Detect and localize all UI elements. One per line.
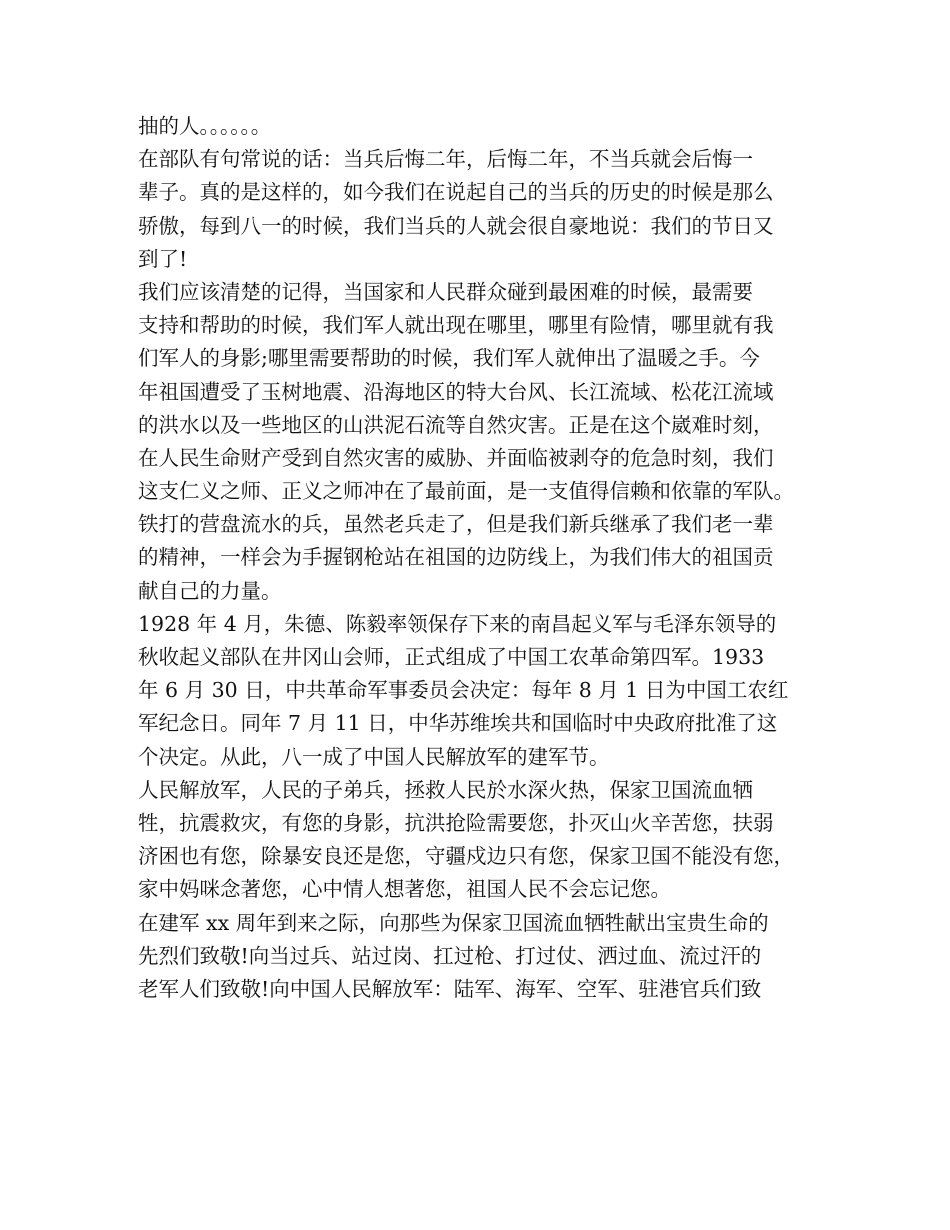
text-line: 抽的人。。。。。。 [138,114,272,138]
text-line: 的精神，一样会为手握钢枪站在祖国的边防线上，为我们伟大的祖国贡 [138,545,774,570]
text-line: 年 6 月 30 日，中共革命军事委员会决定：每年 8 月 1 日为中国工农红 [138,678,789,703]
text-line: 铁打的营盘流水的兵，虽然老兵走了，但是我们新兵继承了我们老一辈 [138,512,774,537]
text-line: 家中妈咪念著您，心中情人想著您，祖国人民不会忘记您。 [138,877,671,902]
text-line: 们军人的身影;哪里需要帮助的时候，我们军人就伸出了温暖之手。今 [138,346,760,371]
text-line: 在部队有句常说的话：当兵后悔二年，后悔二年，不当兵就会后悔一 [138,147,753,172]
text-line: 支持和帮助的时候，我们军人就出现在哪里，哪里有险情，哪里就有我 [138,313,774,338]
text-line: 骄傲，每到八一的时候，我们当兵的人就会很自豪地说：我们的节日又 [138,213,774,238]
text-line: 这支仁义之师、正义之师冲在了最前面，是一支值得信赖和依靠的军队。 [138,479,794,504]
text-line: 在建军 xx 周年到来之际，向那些为保家卫国流血牺牲献出宝贵生命的 [138,910,769,935]
text-line: 济困也有您，除暴安良还是您，守疆戍边只有您，保家卫国不能没有您， [138,844,794,869]
text-line: 先烈们致敬!向当过兵、站过岗、扛过枪、打过仗、洒过血、流过汗的 [138,943,762,968]
text-line: 献自己的力量。 [138,578,282,603]
text-line: 我们应该清楚的记得，当国家和人民群众碰到最困难的时候，最需要 [138,279,753,304]
text-line: 辈子。真的是这样的，如今我们在说起自己的当兵的历史的时候是那么 [138,180,774,205]
text-line: 年祖国遭受了玉树地震、沿海地区的特大台风、长江流域、松花江流域 [138,379,774,404]
document-body [138,110,838,1006]
text-line: 秋收起义部队在井冈山会师，正式组成了中国工农革命第四军。1933 [138,645,765,669]
text-line: 的洪水以及一些地区的山洪泥石流等自然灾害。正是在这个崴难时刻， [138,412,774,437]
text-line: 军纪念日。同年 7 月 11 日，中华苏维埃共和国临时中央政府批准了这 [138,711,778,736]
text-line: 1928 年 4 月，朱德、陈毅率领保存下来的南昌起义军与毛泽东领导的 [138,611,777,636]
text-line: 老军人们致敬!向中国人民解放军：陆军、海军、空军、驻港官兵们致 [138,976,762,1001]
text-line: 人民解放军，人民的子弟兵，拯救人民於水深火热，保家卫国流血牺 [138,777,753,802]
text-line: 个决定。从此，八一成了中国人民解放军的建军节。 [138,744,610,769]
text-line: 牲，抗震救灾，有您的身影，抗洪抢险需要您，扑灭山火辛苦您，扶弱 [138,810,774,835]
text-line: 到了! [138,246,188,271]
text-line: 在人民生命财产受到自然灾害的威胁、并面临被剥夺的危急时刻，我们 [138,445,774,470]
